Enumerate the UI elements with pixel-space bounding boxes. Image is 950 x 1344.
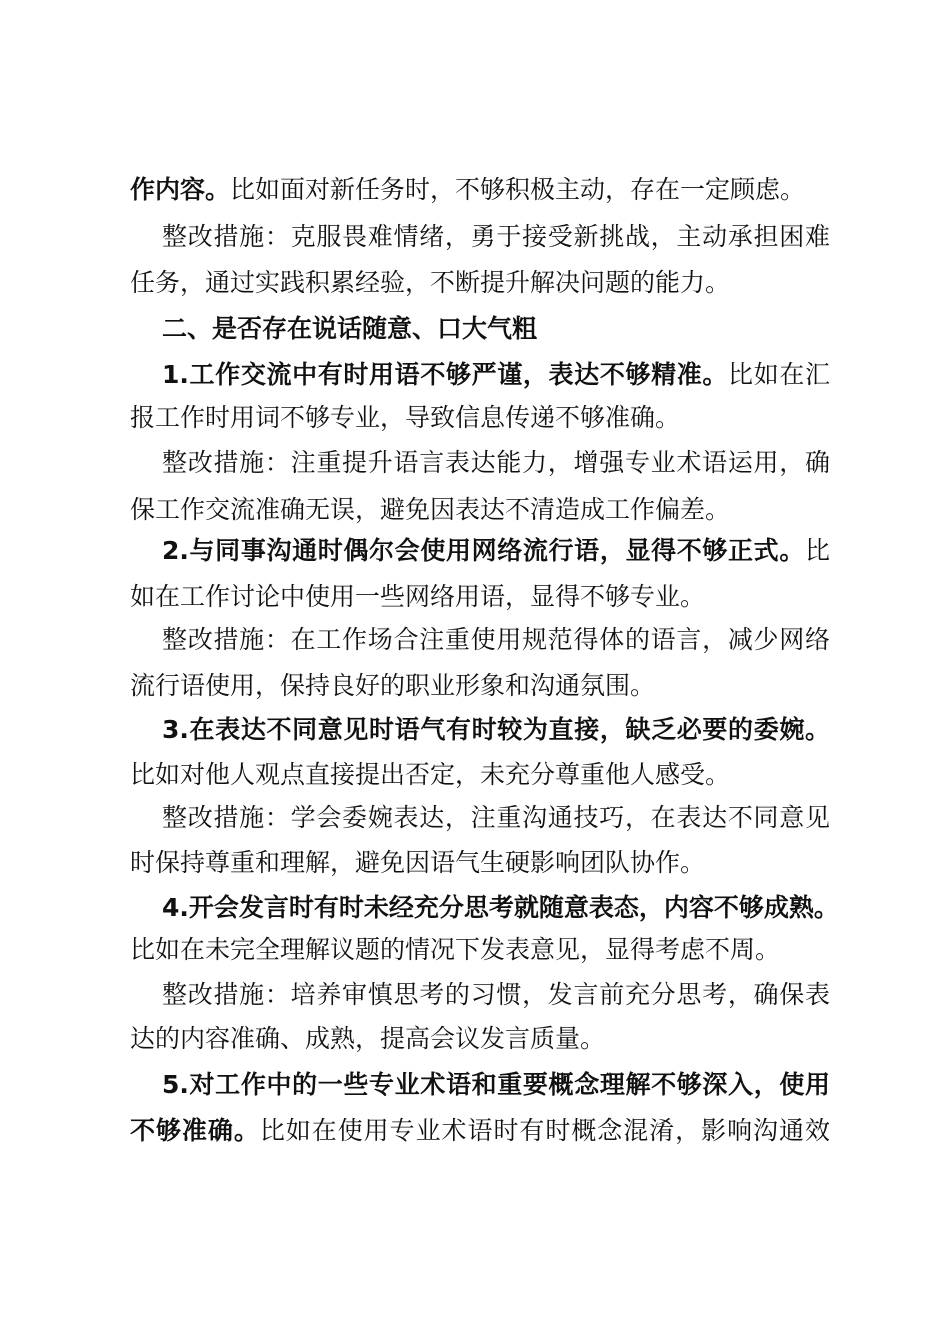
body-text: 比如面对新任务时，不够积极主动，存在一定顾虑。 [230,175,806,204]
text-line [130,403,830,433]
text-line [130,671,830,701]
body-text: 保工作交流准确无误，避免因表达不清造成工作偏差。 [130,495,731,524]
bold-issue-text: 3.在表达不同意见时语气有时较为直接，缺乏必要的委婉。 [162,715,830,744]
bold-issue-text: 4.开会发言时有时未经充分思考就随意表态，内容不够成熟。 [162,893,839,922]
bold-issue-text: 5.对工作中的一些专业术语和重要概念理解不够深入，使用 [162,1070,830,1099]
text-line [162,360,830,390]
body-text: 整改措施：克服畏难情绪，勇于接受新挑战，主动承担困难 [162,222,830,251]
body-text: 时保持尊重和理解，避免因语气生硬影响团队协作。 [130,848,706,877]
body-text: 整改措施：在工作场合注重使用规范得体的语言，减少网络 [162,625,830,654]
bold-issue-text: 作内容。 [130,175,231,204]
text-line [162,980,830,1010]
text-line [162,1070,830,1100]
body-text: 整改措施：学会委婉表达，注重沟通技巧，在表达不同意见 [162,803,830,832]
body-text: 比 [804,536,830,565]
body-text: 比如对他人观点直接提出否定，未充分尊重他人感受。 [130,760,731,789]
text-line [162,314,830,344]
body-text: 任务，通过实践积累经验，不断提升解决问题的能力。 [130,268,731,297]
body-text: 比如在使用专业术语时有时概念混淆，影响沟通效 [259,1116,830,1145]
body-text: 整改措施：注重提升语言表达能力，增强专业术语运用，确 [162,448,830,477]
bold-issue-text: 1.工作交流中有时用语不够严谨，表达不够精准。 [162,360,729,389]
text-line [130,268,830,298]
bold-issue-text: 不够准确。 [130,1116,260,1145]
text-line [162,803,830,833]
body-text: 比如在未完全理解议题的情况下发表意见，显得考虑不周。 [130,935,781,964]
section-heading: 二、是否存在说话随意、口大气粗 [162,314,538,343]
text-line [130,848,830,878]
body-text: 流行语使用，保持良好的职业形象和沟通氛围。 [130,671,656,700]
text-line [162,222,830,252]
text-line [130,495,830,525]
text-line [162,448,830,478]
text-line [130,582,830,612]
text-line [130,1024,830,1054]
text-line [130,760,830,790]
text-line [162,893,839,923]
body-text: 比如在汇 [728,360,830,389]
text-line [162,625,830,655]
text-line [130,175,830,205]
bold-issue-text: 2.与同事沟通时偶尔会使用网络流行语，显得不够正式。 [162,536,805,565]
body-text: 达的内容准确、成熟，提高会议发言质量。 [130,1024,606,1053]
text-line [162,715,830,745]
body-text: 报工作时用词不够专业，导致信息传递不够准确。 [130,403,681,432]
body-text: 如在工作讨论中使用一些网络用语，显得不够专业。 [130,582,706,611]
text-line [130,935,830,965]
text-line [162,536,830,566]
body-text: 整改措施：培养审慎思考的习惯，发言前充分思考，确保表 [162,980,830,1009]
text-line [130,1116,830,1146]
